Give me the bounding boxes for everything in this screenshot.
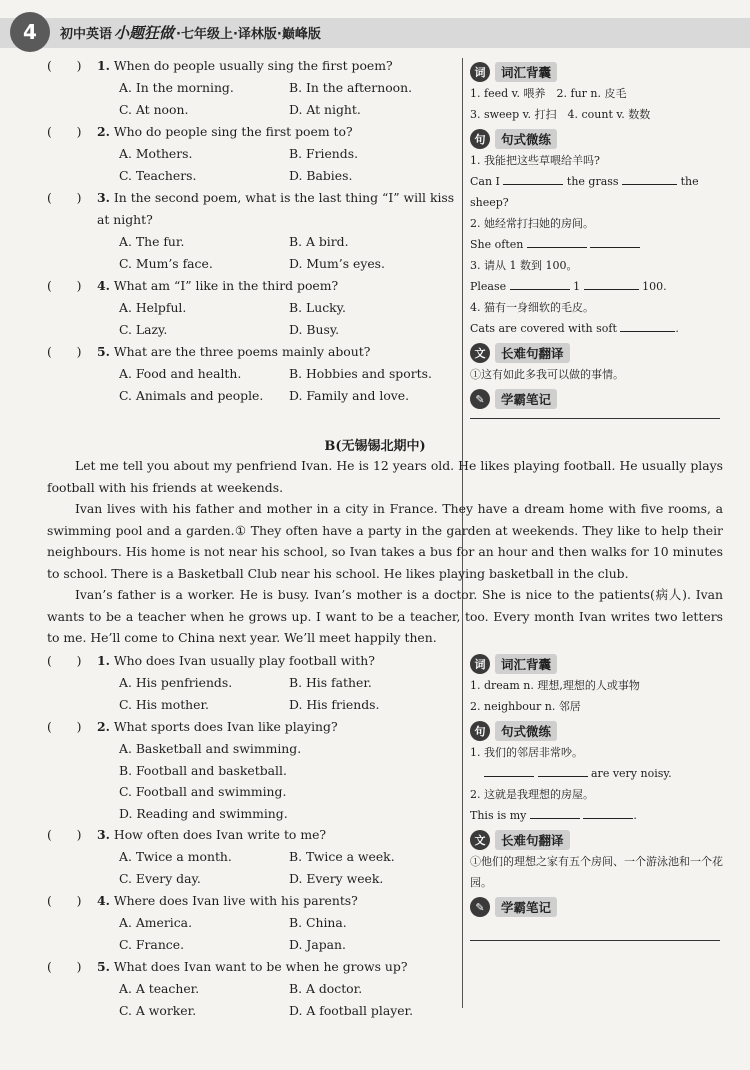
option-b: B. Twice a week. [289,849,395,864]
question-number: 5. [97,344,110,359]
option-a: A. Basketball and swimming. [119,741,302,756]
translate-icon: 文 [470,830,490,850]
vocab-item: 1. dream n. 理想,理想的人或事物 [470,679,640,692]
notes-title: 学霸笔记 [495,389,557,409]
fill-blank[interactable] [527,236,587,248]
sentence-en: Can I [470,175,500,188]
option-b: B. China. [289,915,347,930]
vocab-item: 4. count v. 数数 [567,108,651,121]
question-a3 [47,187,459,275]
question-stem: What sports does Ivan like playing? [113,719,338,734]
option-b: B. Friends. [289,146,359,161]
option-a: A. A teacher. [119,981,200,996]
vocab-item: 2. fur n. 皮毛 [556,87,627,100]
sentence-icon: 句 [470,129,490,149]
section-a-questions [47,55,459,407]
answer-blank[interactable]: ( ) [47,278,82,293]
sentence-cn: 4. 猫有一身细软的毛皮。 [470,301,594,314]
question-number: 3. [97,827,110,842]
question-a2 [47,121,459,187]
fill-blank[interactable] [503,173,563,185]
option-d: D. Babies. [289,168,353,183]
option-a: A. Twice a month. [119,849,232,864]
option-c: C. A worker. [119,1003,197,1018]
sentence-en: . [633,809,637,822]
question-stem: In the second poem, what is the last thing “I” will kiss at night? [97,190,455,227]
section-b-questions [47,650,459,1022]
sentence-en: This is my [470,809,527,822]
question-b3 [47,824,459,890]
option-c: C. Lazy. [119,322,168,337]
answer-blank[interactable]: ( ) [47,653,82,668]
sentence-en: the grass [566,175,619,188]
passage-paragraph: Ivan’s father is a worker. He is busy. Ivan’s mother is a doctor. She is nice to the patients(病人). Ivan wants to be a teacher when he grows up. I want to be a teacher, too. Every month Ivan writes two letters to me. He’ll come to China next year. We’ll meet happily then. [47,587,723,645]
sentence-cn: 2. 她经常打扫她的房间。 [470,217,594,230]
question-number: 1. [97,653,110,668]
question-stem: When do people usually sing the first poem? [113,58,393,73]
answer-blank[interactable]: ( ) [47,190,82,205]
question-stem: What am “I” like in the third poem? [113,278,339,293]
notes-icon: ✎ [470,389,490,409]
section-b-title: B(无锡锡北期中) [324,439,426,454]
option-c: C. France. [119,937,185,952]
sentence-en: Cats are covered with soft [470,322,617,335]
option-a: A. Food and health. [119,366,242,381]
option-d: D. Mum’s eyes. [289,256,385,271]
option-a: A. In the morning. [119,80,234,95]
option-a: A. The fur. [119,234,185,249]
option-b: B. Lucky. [289,300,346,315]
option-b: B. A doctor. [289,981,363,996]
fill-blank[interactable] [530,807,580,819]
option-b: B. His father. [289,675,372,690]
series-logo: 小题狂做 [114,24,175,42]
option-b: B. Football and basketball. [119,762,287,778]
vocab-item: 3. sweep v. 打扫 [470,108,557,121]
question-stem: Who does Ivan usually play football with? [113,653,375,668]
answer-blank[interactable]: ( ) [47,827,82,842]
question-stem: Where does Ivan live with his parents? [113,893,358,908]
fill-blank[interactable] [484,765,534,777]
sentence-title: 句式微练 [495,721,557,741]
vocab-icon: 词 [470,654,490,674]
translate-item: ①他们的理想之家有五个房间、一个游泳池和一个花园。 [470,855,723,889]
sentence-en: . [675,322,679,335]
answer-blank[interactable]: ( ) [47,344,82,359]
sentence-cn: 1. 我能把这些草喂给羊吗? [470,154,600,167]
translate-icon: 文 [470,343,490,363]
question-number: 1. [97,58,110,73]
option-b: B. A bird. [289,234,349,249]
option-c: C. Animals and people. [119,388,264,403]
answer-blank[interactable]: ( ) [47,719,82,734]
option-d: D. Reading and swimming. [119,805,288,821]
sentence-title: 句式微练 [495,129,557,149]
option-a: A. America. [119,915,193,930]
option-c: C. His mother. [119,697,209,712]
sentence-en: the sheep? [470,175,699,209]
question-b1 [47,650,459,716]
option-b: B. In the afternoon. [289,80,413,95]
option-c: C. Teachers. [119,168,197,183]
sentence-en: 100. [642,280,667,293]
option-d: D. Japan. [289,937,346,952]
vocab-icon: 词 [470,62,490,82]
question-b5 [47,956,459,1022]
option-c: C. Every day. [119,871,201,886]
question-number: 2. [97,124,110,139]
question-a4 [47,275,459,341]
answer-blank[interactable]: ( ) [47,124,82,139]
question-stem: Who do people sing the first poem to? [113,124,353,139]
fill-blank[interactable] [510,278,570,290]
title-prefix: 初中英语 [60,27,113,42]
notes-title: 学霸笔记 [495,897,557,917]
fill-blank[interactable] [584,278,639,290]
question-a1 [47,55,459,121]
answer-blank[interactable]: ( ) [47,959,82,974]
option-c: C. Mum’s face. [119,256,213,271]
reading-passage [47,455,723,649]
option-d: D. Family and love. [289,388,410,403]
fill-blank[interactable] [583,807,633,819]
question-number: 3. [97,190,110,205]
fill-blank[interactable] [622,173,677,185]
option-d: D. A football player. [289,1003,414,1018]
option-a: A. His penfriends. [119,675,233,690]
option-d: D. At night. [289,102,361,117]
question-b2 [47,716,459,824]
option-d: D. Busy. [289,322,340,337]
sentence-cn: 3. 请从 1 数到 100。 [470,259,578,272]
question-a5 [47,341,459,407]
question-number: 4. [97,893,110,908]
option-a: A. Helpful. [119,300,187,315]
sentence-en: are very noisy. [591,767,672,780]
sentence-en: 1 [573,280,581,293]
question-stem: What does Ivan want to be when he grows up? [113,959,408,974]
sentence-cn: 1. 我们的邻居非常吵。 [470,746,583,759]
passage-paragraph: Ivan lives with his father and mother in a city in France. They have a dream home with five rooms, a swimming pool and a garden.① They often have a party in the garden at weekends. They like to help their neighbours. His home is not near his school, so Ivan takes a bus for an hour and then walks for 10 minutes to school. There is a Basketball Club near his school. He likes playing basketball in the club. [47,501,723,581]
translate-item: ①这有如此多我可以做的事情。 [470,368,624,381]
sentence-cn: 2. 这就是我理想的房屋。 [470,788,594,801]
page-number: 4 [10,12,50,52]
notes-icon: ✎ [470,897,490,917]
notes-line[interactable] [470,940,720,941]
sentence-en: She often [470,238,524,251]
question-number: 4. [97,278,110,293]
fill-blank[interactable] [590,236,640,248]
vocab-title: 词汇背囊 [495,654,557,674]
answer-blank[interactable]: ( ) [47,58,82,73]
vocab-title: 词汇背囊 [495,62,557,82]
passage-paragraph: Let me tell you about my penfriend Ivan. He is 12 years old. He likes playing football. He usually plays football with his friends at weekends. [47,458,723,495]
option-a: A. Mothers. [119,146,193,161]
option-c: C. At noon. [119,102,189,117]
vocab-item: 1. feed v. 喂养 [470,87,546,100]
sidebar-top [470,58,725,419]
option-b: B. Hobbies and sports. [289,366,432,381]
question-stem: What are the three poems mainly about? [113,344,371,359]
sentence-icon: 句 [470,721,490,741]
fill-blank[interactable] [538,765,588,777]
question-b4 [47,890,459,956]
notes-line[interactable] [470,418,720,419]
question-number: 2. [97,719,110,734]
vocab-item: 2. neighbour n. 邻居 [470,700,581,713]
sentence-en: Please [470,280,507,293]
sidebar-bottom [470,650,725,941]
translate-title: 长难句翻译 [495,830,570,850]
title-suffix: ·七年级上·译林版·巅峰版 [176,27,321,42]
translate-title: 长难句翻译 [495,343,570,363]
question-number: 5. [97,959,110,974]
question-stem: How often does Ivan write to me? [113,827,327,842]
fill-blank[interactable] [620,320,675,332]
option-c: C. Football and swimming. [119,784,287,799]
answer-blank[interactable]: ( ) [47,893,82,908]
option-d: D. Every week. [289,871,384,886]
option-d: D. His friends. [289,697,380,712]
book-title [60,22,321,43]
